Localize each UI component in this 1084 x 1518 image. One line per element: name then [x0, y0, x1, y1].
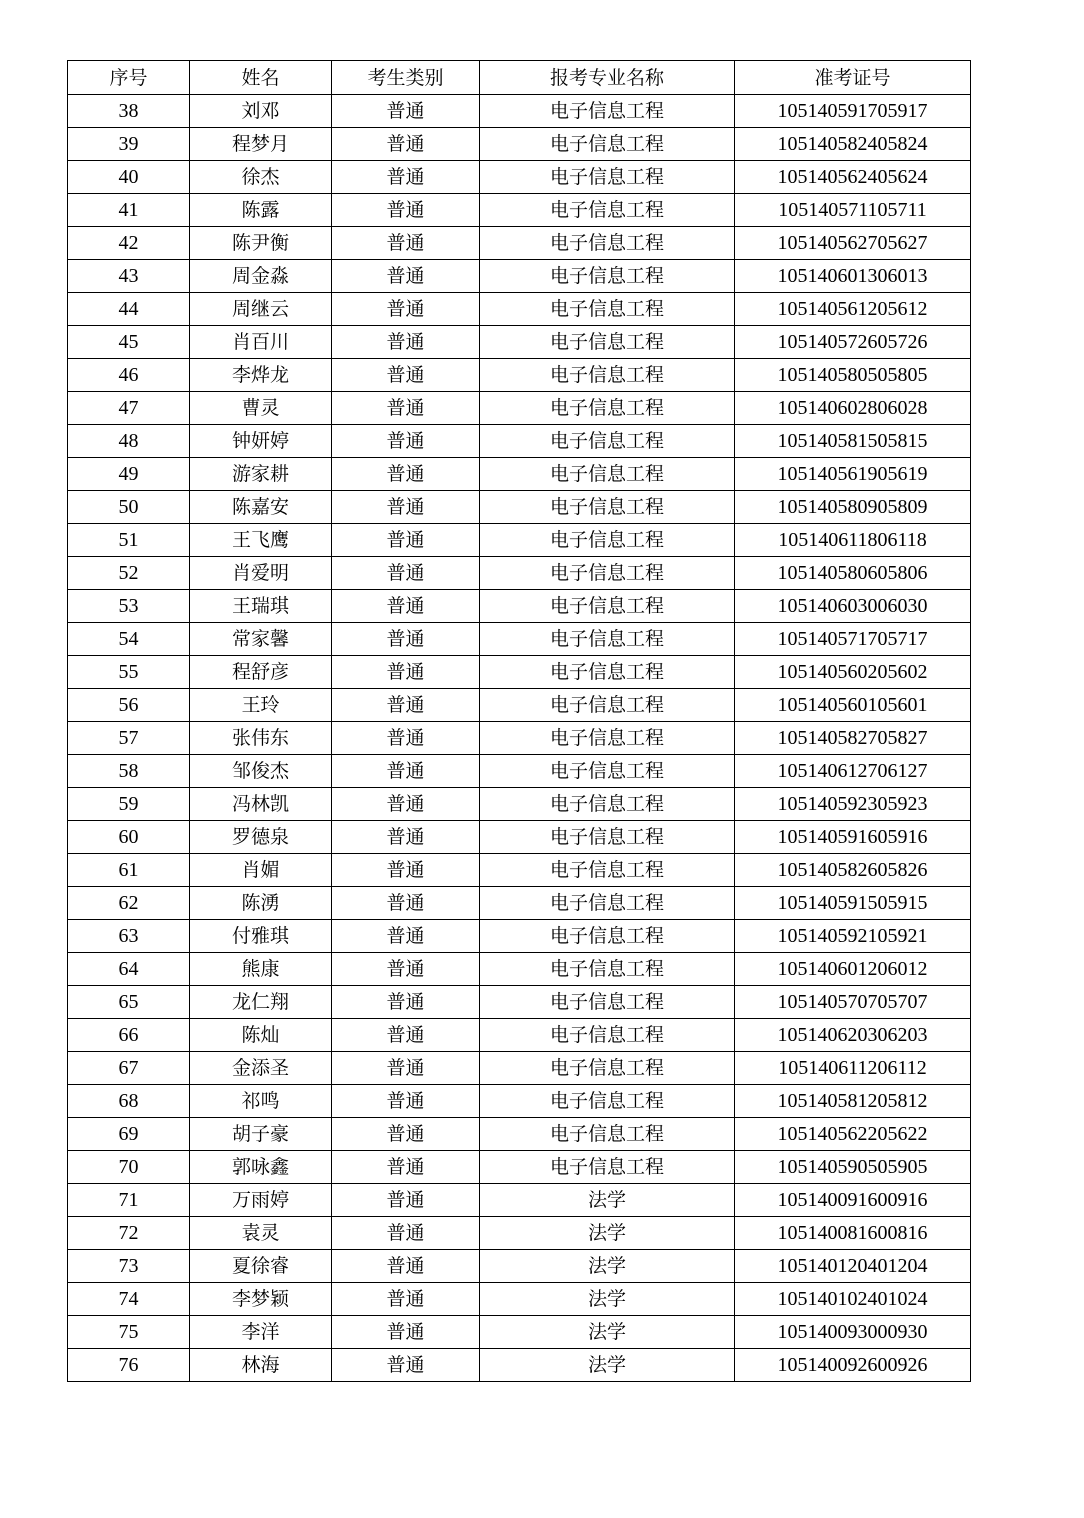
table-row — [68, 986, 971, 1019]
cell-exam-ticket-number: 105140571705717 — [735, 623, 971, 656]
cell-candidate-category: 普通 — [332, 458, 480, 491]
cell-exam-ticket-number: 105140102401024 — [735, 1283, 971, 1316]
table-row — [68, 326, 971, 359]
cell-major-name: 电子信息工程 — [480, 425, 735, 458]
cell-name: 冯林凯 — [190, 788, 332, 821]
table-row — [68, 1052, 971, 1085]
candidate-table — [67, 60, 971, 1382]
cell-candidate-category: 普通 — [332, 986, 480, 1019]
table-row — [68, 260, 971, 293]
cell-major-name: 电子信息工程 — [480, 359, 735, 392]
cell-exam-ticket-number: 105140570705707 — [735, 986, 971, 1019]
cell-exam-ticket-number: 105140592305923 — [735, 788, 971, 821]
cell-name: 李洋 — [190, 1316, 332, 1349]
cell-serial-number: 57 — [68, 722, 190, 755]
cell-exam-ticket-number: 105140580605806 — [735, 557, 971, 590]
table-row — [68, 95, 971, 128]
header-name: 姓名 — [190, 61, 332, 95]
cell-candidate-category: 普通 — [332, 1052, 480, 1085]
cell-name: 李烨龙 — [190, 359, 332, 392]
cell-major-name: 电子信息工程 — [480, 656, 735, 689]
cell-exam-ticket-number: 105140562405624 — [735, 161, 971, 194]
cell-name: 袁灵 — [190, 1217, 332, 1250]
cell-major-name: 电子信息工程 — [480, 524, 735, 557]
cell-serial-number: 62 — [68, 887, 190, 920]
cell-candidate-category: 普通 — [332, 1085, 480, 1118]
header-candidate-category: 考生类别 — [332, 61, 480, 95]
cell-exam-ticket-number: 105140620306203 — [735, 1019, 971, 1052]
table-row — [68, 590, 971, 623]
table-row — [68, 920, 971, 953]
cell-name: 陈湧 — [190, 887, 332, 920]
cell-name: 王玲 — [190, 689, 332, 722]
table-row — [68, 1118, 971, 1151]
cell-serial-number: 71 — [68, 1184, 190, 1217]
cell-exam-ticket-number: 105140582605826 — [735, 854, 971, 887]
cell-name: 肖爱明 — [190, 557, 332, 590]
cell-major-name: 电子信息工程 — [480, 788, 735, 821]
cell-name: 徐杰 — [190, 161, 332, 194]
table-row — [68, 557, 971, 590]
cell-serial-number: 54 — [68, 623, 190, 656]
cell-candidate-category: 普通 — [332, 359, 480, 392]
table-row — [68, 227, 971, 260]
table-row — [68, 161, 971, 194]
table-row — [68, 689, 971, 722]
cell-major-name: 电子信息工程 — [480, 623, 735, 656]
cell-exam-ticket-number: 105140582405824 — [735, 128, 971, 161]
cell-serial-number: 43 — [68, 260, 190, 293]
cell-name: 常家馨 — [190, 623, 332, 656]
cell-major-name: 法学 — [480, 1184, 735, 1217]
cell-name: 周金淼 — [190, 260, 332, 293]
cell-major-name: 电子信息工程 — [480, 887, 735, 920]
cell-serial-number: 76 — [68, 1349, 190, 1382]
cell-major-name: 电子信息工程 — [480, 722, 735, 755]
cell-candidate-category: 普通 — [332, 821, 480, 854]
cell-name: 熊康 — [190, 953, 332, 986]
cell-candidate-category: 普通 — [332, 392, 480, 425]
cell-candidate-category: 普通 — [332, 260, 480, 293]
cell-serial-number: 75 — [68, 1316, 190, 1349]
cell-serial-number: 56 — [68, 689, 190, 722]
cell-name: 周继云 — [190, 293, 332, 326]
cell-exam-ticket-number: 105140091600916 — [735, 1184, 971, 1217]
cell-candidate-category: 普通 — [332, 953, 480, 986]
cell-candidate-category: 普通 — [332, 326, 480, 359]
cell-exam-ticket-number: 105140092600926 — [735, 1349, 971, 1382]
table-row — [68, 722, 971, 755]
cell-name: 祁鸣 — [190, 1085, 332, 1118]
cell-candidate-category: 普通 — [332, 95, 480, 128]
cell-name: 胡子豪 — [190, 1118, 332, 1151]
table-row — [68, 887, 971, 920]
cell-name: 李梦颖 — [190, 1283, 332, 1316]
cell-serial-number: 59 — [68, 788, 190, 821]
cell-serial-number: 60 — [68, 821, 190, 854]
cell-candidate-category: 普通 — [332, 1217, 480, 1250]
cell-exam-ticket-number: 105140562205622 — [735, 1118, 971, 1151]
cell-candidate-category: 普通 — [332, 755, 480, 788]
cell-candidate-category: 普通 — [332, 590, 480, 623]
cell-candidate-category: 普通 — [332, 623, 480, 656]
cell-candidate-category: 普通 — [332, 1316, 480, 1349]
table-row — [68, 1085, 971, 1118]
table-row — [68, 194, 971, 227]
cell-serial-number: 70 — [68, 1151, 190, 1184]
cell-major-name: 电子信息工程 — [480, 821, 735, 854]
table-row — [68, 1217, 971, 1250]
cell-serial-number: 46 — [68, 359, 190, 392]
header-row — [68, 61, 971, 95]
table-row — [68, 788, 971, 821]
cell-name: 陈嘉安 — [190, 491, 332, 524]
cell-exam-ticket-number: 105140580905809 — [735, 491, 971, 524]
cell-exam-ticket-number: 105140561205612 — [735, 293, 971, 326]
cell-exam-ticket-number: 105140611206112 — [735, 1052, 971, 1085]
table-row — [68, 128, 971, 161]
cell-name: 龙仁翔 — [190, 986, 332, 1019]
cell-candidate-category: 普通 — [332, 1349, 480, 1382]
cell-exam-ticket-number: 105140591505915 — [735, 887, 971, 920]
cell-name: 郭咏鑫 — [190, 1151, 332, 1184]
cell-serial-number: 49 — [68, 458, 190, 491]
table-row — [68, 1250, 971, 1283]
cell-candidate-category: 普通 — [332, 1250, 480, 1283]
cell-serial-number: 73 — [68, 1250, 190, 1283]
cell-exam-ticket-number: 105140581205812 — [735, 1085, 971, 1118]
cell-serial-number: 65 — [68, 986, 190, 1019]
table-row — [68, 359, 971, 392]
cell-candidate-category: 普通 — [332, 854, 480, 887]
cell-exam-ticket-number: 105140571105711 — [735, 194, 971, 227]
cell-exam-ticket-number: 105140591605916 — [735, 821, 971, 854]
cell-major-name: 电子信息工程 — [480, 95, 735, 128]
cell-serial-number: 72 — [68, 1217, 190, 1250]
roster-sheet — [67, 60, 971, 1382]
cell-major-name: 法学 — [480, 1316, 735, 1349]
cell-major-name: 电子信息工程 — [480, 458, 735, 491]
cell-exam-ticket-number: 105140611806118 — [735, 524, 971, 557]
cell-serial-number: 74 — [68, 1283, 190, 1316]
cell-major-name: 电子信息工程 — [480, 1019, 735, 1052]
table-row — [68, 1019, 971, 1052]
header-serial-number: 序号 — [68, 61, 190, 95]
cell-major-name: 电子信息工程 — [480, 326, 735, 359]
cell-candidate-category: 普通 — [332, 689, 480, 722]
cell-serial-number: 41 — [68, 194, 190, 227]
cell-exam-ticket-number: 105140582705827 — [735, 722, 971, 755]
cell-major-name: 电子信息工程 — [480, 920, 735, 953]
cell-candidate-category: 普通 — [332, 1184, 480, 1217]
cell-candidate-category: 普通 — [332, 161, 480, 194]
cell-candidate-category: 普通 — [332, 293, 480, 326]
cell-serial-number: 67 — [68, 1052, 190, 1085]
cell-serial-number: 58 — [68, 755, 190, 788]
cell-serial-number: 39 — [68, 128, 190, 161]
cell-name: 陈尹衡 — [190, 227, 332, 260]
header-major-name: 报考专业名称 — [480, 61, 735, 95]
cell-candidate-category: 普通 — [332, 491, 480, 524]
cell-name: 王瑞琪 — [190, 590, 332, 623]
cell-name: 金添圣 — [190, 1052, 332, 1085]
cell-major-name: 电子信息工程 — [480, 491, 735, 524]
cell-candidate-category: 普通 — [332, 788, 480, 821]
cell-serial-number: 63 — [68, 920, 190, 953]
table-row — [68, 293, 971, 326]
cell-serial-number: 40 — [68, 161, 190, 194]
table-body — [68, 95, 971, 1382]
table-row — [68, 458, 971, 491]
cell-serial-number: 42 — [68, 227, 190, 260]
cell-name: 肖百川 — [190, 326, 332, 359]
cell-major-name: 法学 — [480, 1349, 735, 1382]
cell-exam-ticket-number: 105140590505905 — [735, 1151, 971, 1184]
cell-name: 肖媚 — [190, 854, 332, 887]
cell-major-name: 电子信息工程 — [480, 986, 735, 1019]
cell-candidate-category: 普通 — [332, 194, 480, 227]
cell-exam-ticket-number: 105140562705627 — [735, 227, 971, 260]
cell-candidate-category: 普通 — [332, 425, 480, 458]
table-header — [68, 61, 971, 95]
cell-major-name: 电子信息工程 — [480, 953, 735, 986]
cell-name: 陈露 — [190, 194, 332, 227]
cell-serial-number: 45 — [68, 326, 190, 359]
header-exam-ticket-number: 准考证号 — [735, 61, 971, 95]
cell-exam-ticket-number: 105140081600816 — [735, 1217, 971, 1250]
cell-exam-ticket-number: 105140581505815 — [735, 425, 971, 458]
cell-exam-ticket-number: 105140093000930 — [735, 1316, 971, 1349]
cell-exam-ticket-number: 105140612706127 — [735, 755, 971, 788]
cell-exam-ticket-number: 105140580505805 — [735, 359, 971, 392]
cell-name: 林海 — [190, 1349, 332, 1382]
cell-major-name: 电子信息工程 — [480, 557, 735, 590]
cell-exam-ticket-number: 105140603006030 — [735, 590, 971, 623]
cell-candidate-category: 普通 — [332, 722, 480, 755]
cell-serial-number: 44 — [68, 293, 190, 326]
table-row — [68, 425, 971, 458]
cell-exam-ticket-number: 105140120401204 — [735, 1250, 971, 1283]
cell-serial-number: 52 — [68, 557, 190, 590]
cell-name: 王飞鹰 — [190, 524, 332, 557]
cell-major-name: 法学 — [480, 1250, 735, 1283]
cell-name: 游家耕 — [190, 458, 332, 491]
cell-major-name: 电子信息工程 — [480, 1151, 735, 1184]
cell-candidate-category: 普通 — [332, 1151, 480, 1184]
cell-exam-ticket-number: 105140591705917 — [735, 95, 971, 128]
cell-serial-number: 38 — [68, 95, 190, 128]
cell-major-name: 电子信息工程 — [480, 854, 735, 887]
cell-exam-ticket-number: 105140592105921 — [735, 920, 971, 953]
table-row — [68, 755, 971, 788]
cell-name: 曹灵 — [190, 392, 332, 425]
cell-exam-ticket-number: 105140601306013 — [735, 260, 971, 293]
cell-major-name: 电子信息工程 — [480, 755, 735, 788]
table-row — [68, 854, 971, 887]
cell-name: 刘邓 — [190, 95, 332, 128]
cell-serial-number: 51 — [68, 524, 190, 557]
cell-major-name: 电子信息工程 — [480, 689, 735, 722]
cell-exam-ticket-number: 105140601206012 — [735, 953, 971, 986]
cell-name: 罗德泉 — [190, 821, 332, 854]
cell-major-name: 电子信息工程 — [480, 590, 735, 623]
cell-major-name: 电子信息工程 — [480, 161, 735, 194]
cell-serial-number: 68 — [68, 1085, 190, 1118]
cell-exam-ticket-number: 105140602806028 — [735, 392, 971, 425]
cell-name: 万雨婷 — [190, 1184, 332, 1217]
cell-candidate-category: 普通 — [332, 887, 480, 920]
cell-major-name: 电子信息工程 — [480, 194, 735, 227]
cell-name: 钟妍婷 — [190, 425, 332, 458]
cell-name: 张伟东 — [190, 722, 332, 755]
cell-serial-number: 55 — [68, 656, 190, 689]
cell-serial-number: 61 — [68, 854, 190, 887]
table-row — [68, 1184, 971, 1217]
cell-candidate-category: 普通 — [332, 227, 480, 260]
cell-candidate-category: 普通 — [332, 920, 480, 953]
cell-major-name: 电子信息工程 — [480, 128, 735, 161]
table-row — [68, 953, 971, 986]
cell-candidate-category: 普通 — [332, 1118, 480, 1151]
cell-serial-number: 48 — [68, 425, 190, 458]
table-row — [68, 1151, 971, 1184]
cell-major-name: 电子信息工程 — [480, 293, 735, 326]
table-row — [68, 623, 971, 656]
cell-exam-ticket-number: 105140572605726 — [735, 326, 971, 359]
cell-major-name: 电子信息工程 — [480, 260, 735, 293]
cell-candidate-category: 普通 — [332, 128, 480, 161]
cell-candidate-category: 普通 — [332, 1283, 480, 1316]
table-row — [68, 1349, 971, 1382]
cell-major-name: 电子信息工程 — [480, 227, 735, 260]
cell-serial-number: 69 — [68, 1118, 190, 1151]
cell-major-name: 电子信息工程 — [480, 1118, 735, 1151]
table-row — [68, 1283, 971, 1316]
cell-name: 程梦月 — [190, 128, 332, 161]
table-row — [68, 524, 971, 557]
table-row — [68, 1316, 971, 1349]
cell-candidate-category: 普通 — [332, 524, 480, 557]
cell-candidate-category: 普通 — [332, 1019, 480, 1052]
cell-serial-number: 53 — [68, 590, 190, 623]
cell-candidate-category: 普通 — [332, 557, 480, 590]
cell-major-name: 电子信息工程 — [480, 1052, 735, 1085]
cell-serial-number: 50 — [68, 491, 190, 524]
cell-name: 程舒彦 — [190, 656, 332, 689]
cell-exam-ticket-number: 105140561905619 — [735, 458, 971, 491]
cell-serial-number: 66 — [68, 1019, 190, 1052]
cell-name: 付雅琪 — [190, 920, 332, 953]
table-row — [68, 392, 971, 425]
cell-name: 邹俊杰 — [190, 755, 332, 788]
cell-serial-number: 47 — [68, 392, 190, 425]
cell-major-name: 法学 — [480, 1283, 735, 1316]
cell-name: 陈灿 — [190, 1019, 332, 1052]
cell-major-name: 电子信息工程 — [480, 392, 735, 425]
cell-exam-ticket-number: 105140560105601 — [735, 689, 971, 722]
table-row — [68, 821, 971, 854]
cell-exam-ticket-number: 105140560205602 — [735, 656, 971, 689]
table-row — [68, 656, 971, 689]
table-row — [68, 491, 971, 524]
cell-name: 夏徐睿 — [190, 1250, 332, 1283]
cell-major-name: 电子信息工程 — [480, 1085, 735, 1118]
cell-serial-number: 64 — [68, 953, 190, 986]
cell-major-name: 法学 — [480, 1217, 735, 1250]
cell-candidate-category: 普通 — [332, 656, 480, 689]
